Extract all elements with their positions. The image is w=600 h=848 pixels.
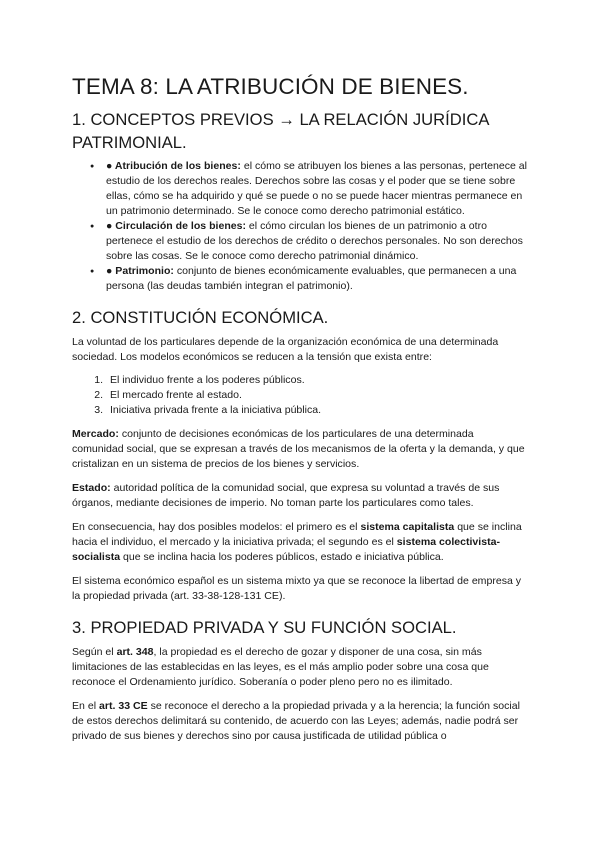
section-2-intro: La voluntad de los particulares depende de la organización económica de una determinada sociedad. Los modelos económicos se reducen a la tensión que exista entre: — [72, 336, 499, 363]
section-2-heading: 2. CONSTITUCIÓN ECONÓMICA. — [72, 308, 329, 327]
sistema-paragraph: El sistema económico español es un sistema mixto ya que se reconoce la libertad de empresa y la propiedad privada (art. 33-38-128-131 CE). — [72, 575, 522, 602]
term-label: ● Patrimonio: — [106, 265, 174, 277]
estado-term: Estado: — [72, 482, 111, 494]
text-run: En el — [72, 700, 99, 712]
text-run: , la propiedad es el derecho de gozar y disponer de una cosa, sin más limitaciones de las establecidas en las leyes, es el más amplio poder sobre una cosa que reconoce el Ordenamiento jurídico. Soberanía o poder pleno pero no es ilimitado. — [72, 646, 489, 688]
term-label: ● Circulación de los bienes: — [106, 220, 246, 232]
mercado-term: Mercado: — [72, 428, 119, 440]
page-title: TEMA 8: LA ATRIBUCIÓN DE BIENES. — [72, 74, 469, 99]
art-33-paragraph — [72, 699, 528, 744]
section-3-heading: 3. PROPIEDAD PRIVADA Y SU FUNCIÓN SOCIAL. — [72, 618, 457, 637]
list-item: 2. El mercado frente al estado. — [106, 388, 528, 403]
list-item — [106, 159, 528, 219]
consecuencia-paragraph — [72, 520, 528, 565]
article-ref: art. 33 CE — [98, 700, 148, 712]
term-definition: conjunto de bienes económicamente evaluables, que permanecen a una persona (las deudas también integran el patrimonio). — [106, 265, 517, 292]
text-run: Según el — [72, 646, 117, 658]
capitalista-term: sistema capitalista — [360, 521, 455, 533]
mercado-definition: conjunto de decisiones económicas de los particulares de una determinada comunidad social, que se expresan a través de los mecanismos de la oferta y la demanda, y que cristalizan en un sistema de precios de los bienes y servicios. — [72, 428, 525, 470]
mercado-paragraph — [72, 427, 528, 472]
text-run: que se inclina hacia el individuo, el mercado y la iniciativa privada; el segundo es el — [72, 521, 522, 548]
list-item — [106, 219, 528, 264]
tension-list — [72, 373, 528, 418]
text-run: En consecuencia, hay dos posibles modelos: el primero es el — [72, 521, 361, 533]
article-ref: art. 348 — [116, 646, 154, 658]
list-item — [106, 264, 528, 294]
list-item: 1. El individuo frente a los poderes públicos. — [106, 373, 528, 388]
colectivista-term: sistema colectivista-socialista — [72, 536, 500, 563]
term-definition: el cómo circulan los bienes de un patrimonio a otro pertenece el estudio de los derechos de crédito o derechos personales. No son derechos sobre las cosas. Se le conoce como derecho patrimonial dinámico. — [106, 220, 523, 262]
term-definition: el cómo se atribuyen los bienes a las personas, pertenece al estudio de los derechos reales. Derechos sobre las cosas y el poder que se tiene sobre ellas, cómo se ha adquirido y qué se puede o no se puede hacer mientras permanece en un patrimonio determinado. Se le conoce como derecho patrimonial estático. — [106, 160, 528, 217]
term-label: ● Atribución de los bienes: — [106, 160, 241, 172]
section-1-heading: 1. CONCEPTOS PREVIOS → LA RELACIÓN JURÍDICA PATRIMONIAL. — [72, 110, 489, 152]
estado-paragraph — [72, 481, 528, 511]
text-run: se reconoce el derecho a la propiedad privada y a la herencia; la función social de estos derechos delimitará su contenido, de acuerdo con las Leyes; además, nadie podrá ser privado de sus bienes y derechos sino por causa justificada de utilidad pública o — [72, 700, 520, 742]
text-run: que se inclina hacia los poderes públicos, estado e iniciativa pública. — [120, 551, 444, 563]
list-item: 3. Iniciativa privada frente a la iniciativa pública. — [106, 403, 528, 418]
estado-definition: autoridad política de la comunidad social, que expresa su voluntad a través de sus órganos, mediante decisiones de imperio. No toman parte los particulares como tales. — [72, 482, 500, 509]
art-348-paragraph — [72, 645, 528, 690]
section-1-list — [72, 159, 528, 294]
